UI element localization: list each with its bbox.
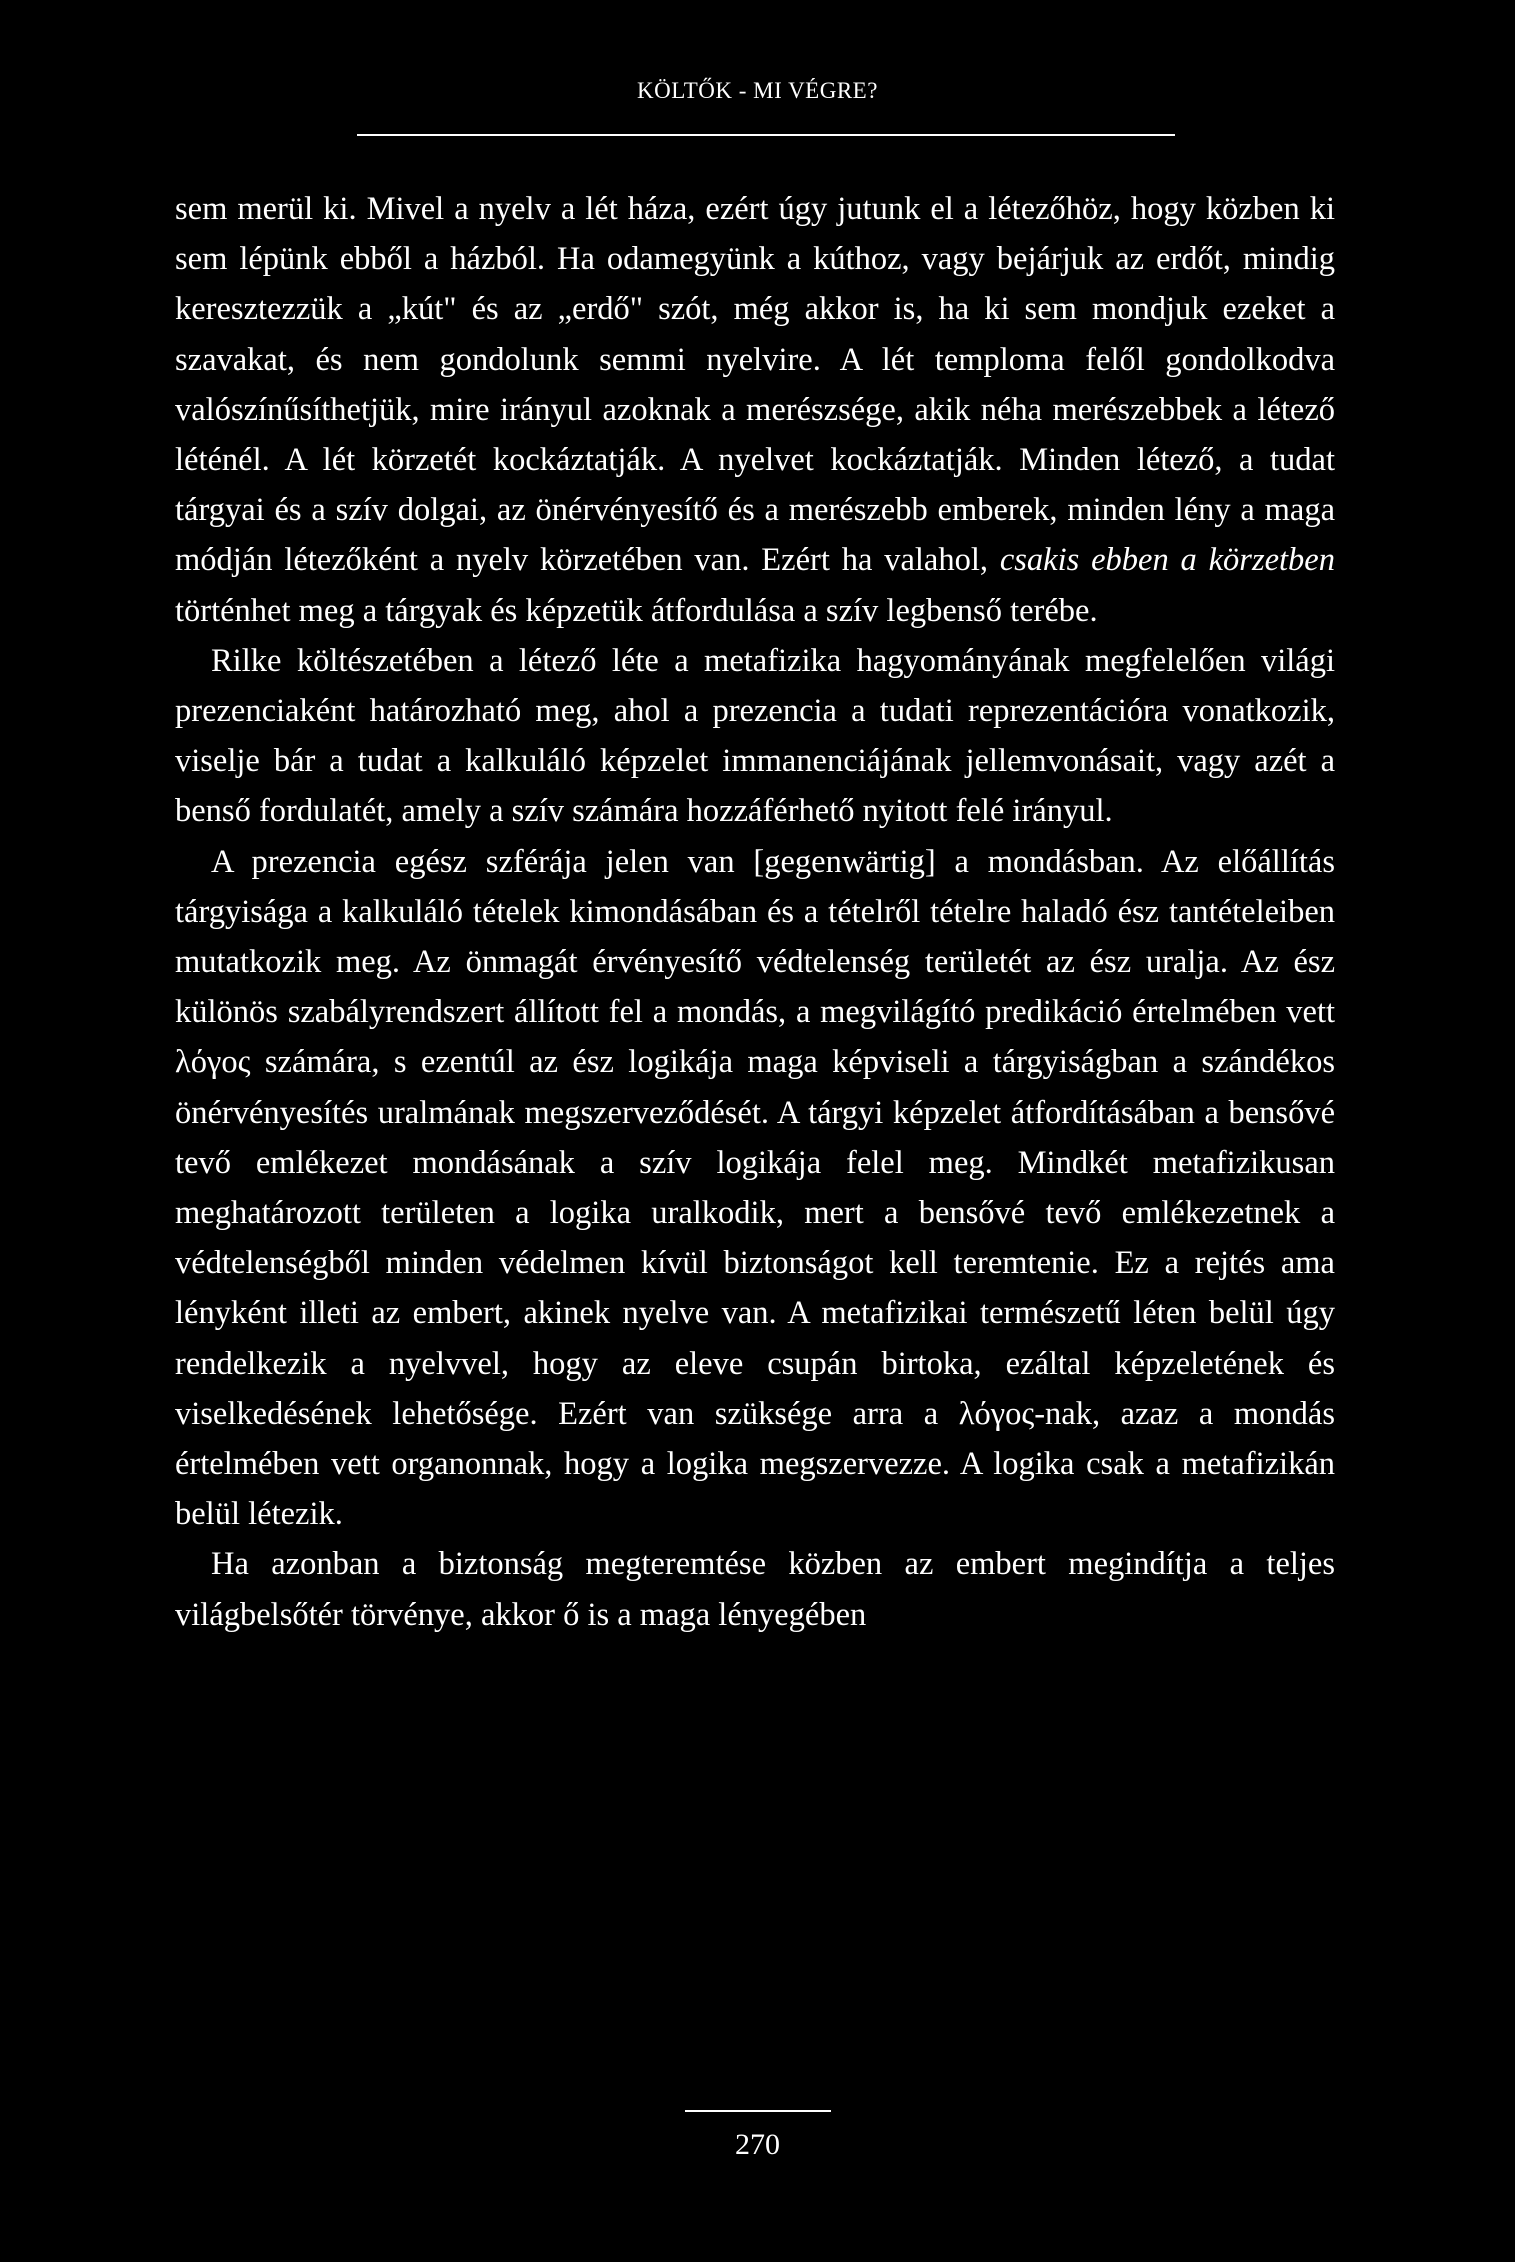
paragraph-3: [175, 837, 1335, 1540]
page-number: 270: [735, 2128, 780, 2161]
paragraph-1-emphasis: csakis ebben a körzetben: [999, 542, 1335, 579]
body-text: [175, 184, 1335, 1640]
paragraph-4-text: Ha azonban a biztonság megteremtése közben az embert megindítja a teljes világbelsőtér törvénye, akkor ő is a maga lényegében: [175, 1546, 1335, 1633]
paragraph-1-text-a: sem merül ki. Mivel a nyelv a lét háza, ezért úgy jutunk el a létezőhöz, hogy közben ki sem lépünk ebből a házból. Ha odamegyünk a kúthoz, vagy bejárjuk az erdőt, mindig keresztezzük a „kút" és az „erdő" szót, még akkor is, ha ki sem mondjuk ezeket a szavakat, és nem gondolunk semmi nyelvire. A lét temploma felől gondolkodva valószínűsíthetjük, mire irányul azoknak a merészsége, akik néha merészebbek a létező léténél. A lét körzetét kockáztatják. A nyelvet kockáztatják. Minden létező, a tudat tárgyai és a szív dolgai, az önérvényesítő és a merészebb emberek, minden lény a maga módján létezőként a nyelv körzetében van. Ezért ha valahol,: [175, 191, 1335, 579]
paragraph-4: [175, 1539, 1335, 1639]
running-head: KÖLTŐK - MI VÉGRE?: [637, 78, 878, 103]
footer-rule: [685, 2110, 831, 2112]
paragraph-1: [175, 184, 1335, 636]
header-rule: [357, 134, 1175, 136]
paragraph-1-text-b: történhet meg a tárgyak és képzetük átfordulása a szív legbenső terébe.: [175, 592, 1098, 629]
paragraph-2-text: Rilke költészetében a létező léte a metafizika hagyományának megfelelően világi prezenciaként határozható meg, ahol a prezencia a tudati reprezentációra vonatkozik, viselje bár a tudat a kalkuláló képzelet immanenciájának jellemvonásait, vagy azét a benső fordulatét, amely a szív számára hozzáférhető nyitott felé irányul.: [175, 642, 1335, 830]
paragraph-2: [175, 636, 1335, 837]
paragraph-3-text: A prezencia egész szférája jelen van [gegenwärtig] a mondásban. Az előállítás tárgyisága a kalkuláló tételek kimondásában és a tételről tételre haladó ész tantételeiben mutatkozik meg. Az önmagát érvényesítő védtelenség területét az ész uralja. Az ész különös szabályrendszert állított fel a mondás, a megvilágító predikáció értelmében vett λόγος számára, s ezentúl az ész logikája maga képviseli a tárgyiságban a szándékos önérvényesítés uralmának megszerveződését. A tárgyi képzelet átfordításában a bensővé tevő emlékezet mondásának a szív logikája felel meg. Mindkét metafizikusan meghatározott területen a logika uralkodik, mert a bensővé tevő emlékezetnek a védtelenségből minden védelmen kívül biztonságot kell teremtenie. Ez a rejtés ama lényként illeti az embert, akinek nyelve van. A metafizikai természetű léten belül úgy rendelkezik a nyelvvel, hogy az eleve csupán birtoka, ezáltal képzeletének és viselkedésének lehetősége. Ezért van szüksége arra a λόγος-nak, azaz a mondás értelmében vett organonnak, hogy a logika megszervezze. A logika csak a metafizikán belül létezik.: [175, 843, 1335, 1533]
